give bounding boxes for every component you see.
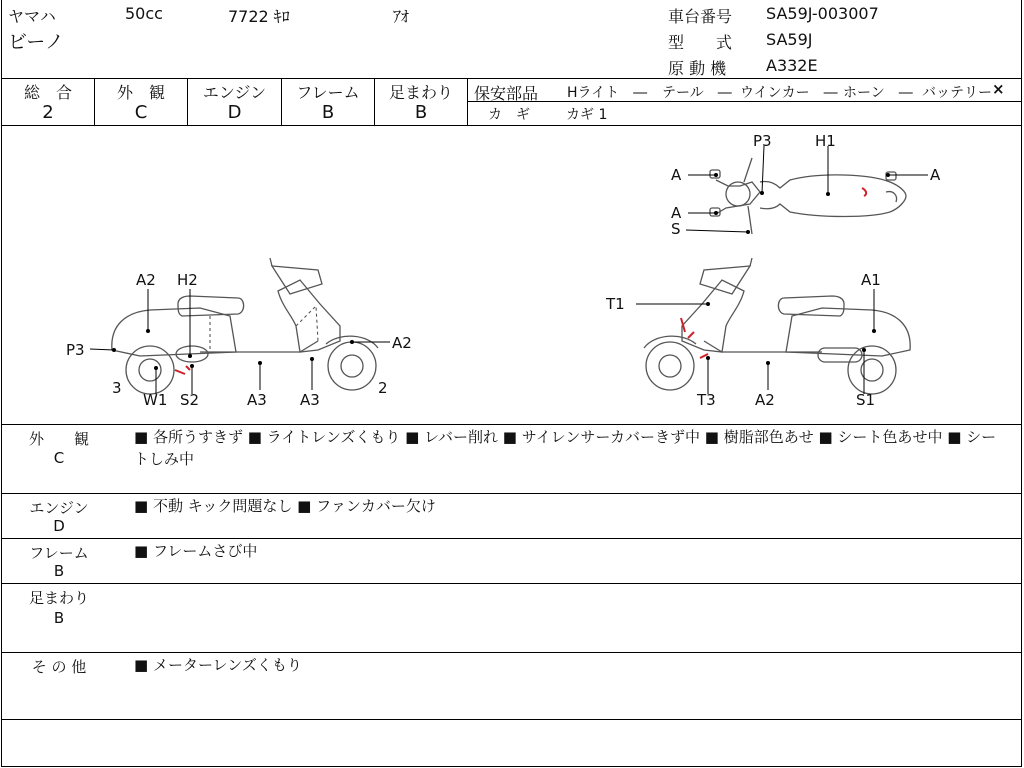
divider [1,719,1022,720]
horn-status: ホーン ― [843,85,913,101]
top-scooter-outline [710,158,906,234]
diagram-label: A1 [861,271,881,289]
diagram-label: P3 [753,132,772,150]
diagram-label: A [671,204,682,222]
diagram-label: A2 [392,334,412,352]
diagram-label: A [930,166,941,184]
divider [1,424,1022,425]
section-frame-title: フレーム [29,544,89,562]
grade-frame-label: フレーム [296,83,360,102]
section-suspension-title: 足まわり [28,589,89,607]
diagram-label: A [671,166,682,184]
mileage: 7722 ｷﾛ [228,7,290,26]
divider [1,538,1022,539]
scooter-diagram [0,126,1022,424]
chassis-value: SA59J-003007 [766,4,879,23]
grade-exterior-label: 外 観 [116,83,165,102]
chassis-label: 車台番号 [668,7,733,26]
divider [1,583,1022,584]
grade-engine-value: D [227,102,242,123]
section-frame-text: ■ フレームさび中 [134,542,258,560]
grade-frame-value: B [321,102,335,123]
divider [1,493,1022,494]
diagram-label: S2 [180,391,200,409]
maker: ヤマハ [8,7,56,26]
diagram-label: S1 [856,391,876,409]
diagram-label: A2 [755,391,775,409]
section-frame-grade: B [53,562,65,580]
displacement: 50cc [125,4,163,23]
diagram-label: A2 [136,271,156,289]
section-other-title: そ の 他 [31,658,87,676]
key-value: カギ 1 [566,107,608,123]
type-label: 型 式 [668,33,733,52]
headlight-status: Hライト ― [567,85,648,101]
section-exterior-title: 外 観 [28,430,89,448]
diagram-label: A3 [300,391,320,409]
diagram-label: 2 [378,379,388,397]
battery-mark: × [992,80,1005,98]
section-suspension-grade: B [53,609,65,627]
section-exterior-grade: C [53,449,65,467]
winker-status: ウインカー ― [740,85,838,101]
diagram-label: S [671,220,681,238]
diagram-label: 3 [112,379,122,397]
section-other-text: ■ メーターレンズくもり [134,656,302,674]
grade-suspension-label: 足まわり [388,83,453,102]
taillight-status: テール ― [662,85,732,101]
diagram-label: T1 [606,295,625,313]
key-label: カ ギ [488,107,530,123]
grade-overall-label: 総 合 [23,83,72,102]
diagram-label: A3 [247,391,267,409]
section-exterior-text: ■ 各所うすきず ■ ライトレンズくもり ■ レバー削れ ■ サイレンサーカバーきず中 ■ 樹脂部色あせ ■ シート色あせ中 ■ シートしみ中 [134,428,997,468]
grade-suspension-value: B [414,102,428,123]
safety-label: 保安部品 [474,84,539,103]
diagram-label: H1 [815,132,836,150]
body-color: ｱｵ [393,7,410,26]
engine-label: 原 動 機 [668,59,727,78]
diagram-label: W1 [143,391,168,409]
diagram-label: H2 [177,271,198,289]
grade-overall-value: 2 [42,102,54,123]
type-value: SA59J [766,30,813,49]
section-engine-text: ■ 不動 キック問題なし ■ ファンカバー欠け [134,497,436,515]
section-engine-grade: D [53,517,65,535]
battery-label: バッテリー [922,85,992,101]
divider [1,78,1022,79]
grade-exterior-value: C [134,102,148,123]
engine-value: A332E [766,56,818,75]
diagram-label: P3 [66,341,85,359]
diagram-label: T3 [697,391,716,409]
model-name: ビーノ [8,31,64,53]
divider [1,652,1022,653]
grade-engine-label: エンジン [202,83,267,102]
section-engine-title: エンジン [29,499,89,517]
